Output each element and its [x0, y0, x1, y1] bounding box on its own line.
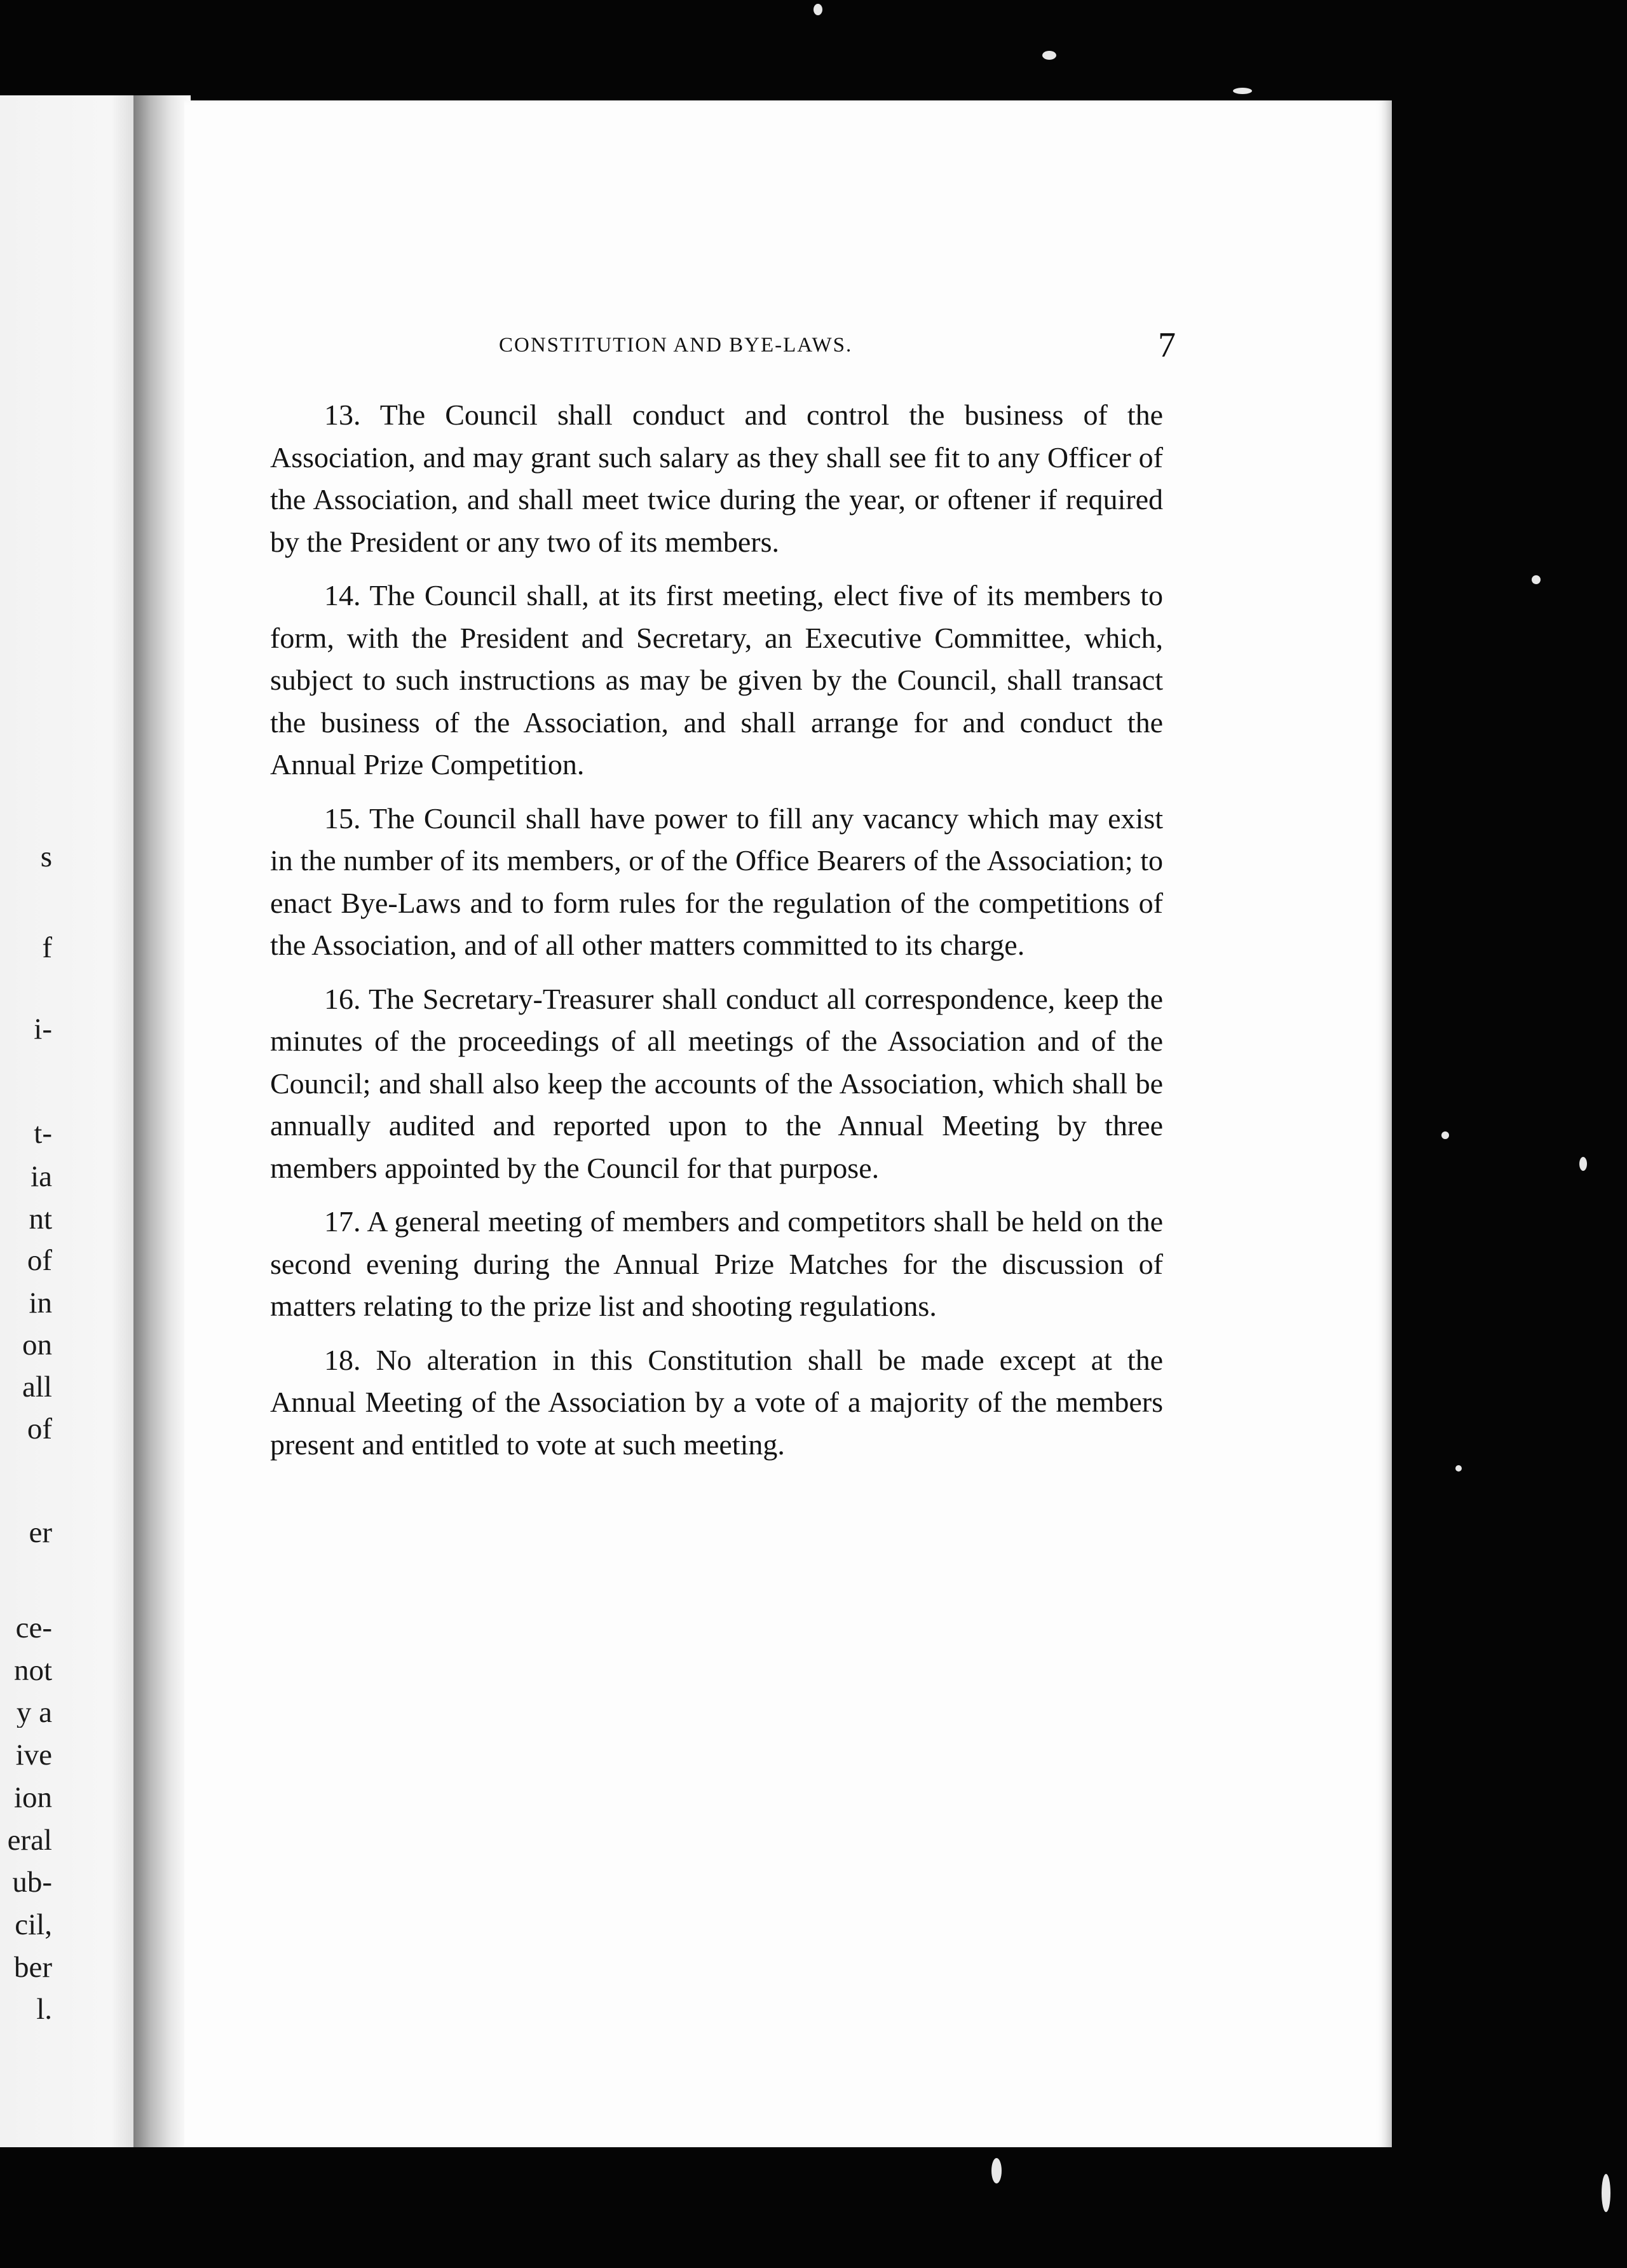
left-page-text-fragment: ub- [12, 1868, 52, 1897]
left-page-text-fragment: ia [31, 1162, 52, 1192]
paragraph-14: 14. The Council shall, at its first meeting, elect five of its members to form, with the President and Secretary, an Executive Committee, which, subject to such instructions as may be given by the Council, shall transact the business of the Association, and shall arrange for and conduct the Annual Prize Competition. [270, 579, 1163, 781]
left-page-text-fragment: cil, [15, 1910, 52, 1940]
scan-speck [1532, 575, 1541, 584]
scan-speck [1579, 1157, 1587, 1171]
left-page-text-fragment: on [22, 1330, 52, 1360]
scan-speck [1233, 88, 1252, 94]
running-head [296, 327, 1176, 365]
left-page-text-fragment: ive [15, 1740, 52, 1770]
paragraph-15: 15. The Council shall have power to fill any vacancy which may exist in the number of its members, or of the Office Bearers of the Association; to enact Bye-Laws and to form rules for the regulation of the competitions of the Association, and of all other matters committed to its charge. [270, 802, 1163, 961]
scan-speck [1042, 51, 1056, 60]
left-page-text-fragment: s [40, 842, 52, 872]
left-page-text-fragment: not [13, 1656, 52, 1686]
left-page-text-fragment: of [27, 1414, 52, 1444]
page-number: 7 [1158, 325, 1176, 365]
left-page-text-fragment: ion [13, 1783, 52, 1813]
left-page-text-fragment: ber [13, 1953, 52, 1983]
left-page-text-fragment: in [29, 1288, 52, 1318]
left-page-text-fragment: of [27, 1246, 52, 1276]
scan-speck [1455, 1465, 1462, 1472]
scan-speck [1441, 1131, 1449, 1139]
book-gutter [133, 95, 191, 2147]
left-page-text-fragment: t- [34, 1119, 52, 1149]
paragraph-16: 16. The Secretary-Treasurer shall conduct all correspondence, keep the minutes of the proceedings of all meetings of the Association and of the Council; and shall also keep the accounts of the Association, which shall be annually audited and reported upon to the Annual Meeting by three members appointed by the Council for that purpose. [270, 982, 1163, 1184]
left-page-text-fragment: ce- [15, 1613, 52, 1643]
paragraph-18: 18. No alteration in this Constitution shall be made except at the Annual Meeting of the Association by a vote of a majority of the members present and entitled to vote at such meeting. [270, 1343, 1163, 1461]
left-page-text-fragment: eral [7, 1826, 52, 1855]
scan-speck [1602, 2174, 1610, 2212]
scan-speck [991, 2158, 1002, 2183]
scan-speck [814, 4, 822, 15]
left-page-text-fragment: er [29, 1518, 52, 1548]
left-page-text-fragment: f [42, 933, 52, 963]
paragraph-13: 13. The Council shall conduct and control the business of the Association, and may grant such salary as they shall see fit to any Officer of the Association, and shall meet twice during the year, or oftener if required by the President or any two of its members. [270, 399, 1163, 558]
left-page-text-fragment: y a [16, 1698, 52, 1728]
running-head-title: CONSTITUTION AND BYE-LAWS. [499, 334, 853, 357]
left-page-text-fragment: nt [29, 1205, 52, 1234]
page-body [270, 394, 1163, 1477]
left-page-text-fragment: l. [36, 1995, 52, 2025]
left-page-text-fragment: all [22, 1372, 52, 1402]
left-page-text-fragment: i- [34, 1014, 52, 1044]
paragraph-17: 17. A general meeting of members and competitors shall be held on the second evening during the Annual Prize Matches for the discussion of matters relating to the prize list and shooting regulations. [270, 1205, 1163, 1322]
